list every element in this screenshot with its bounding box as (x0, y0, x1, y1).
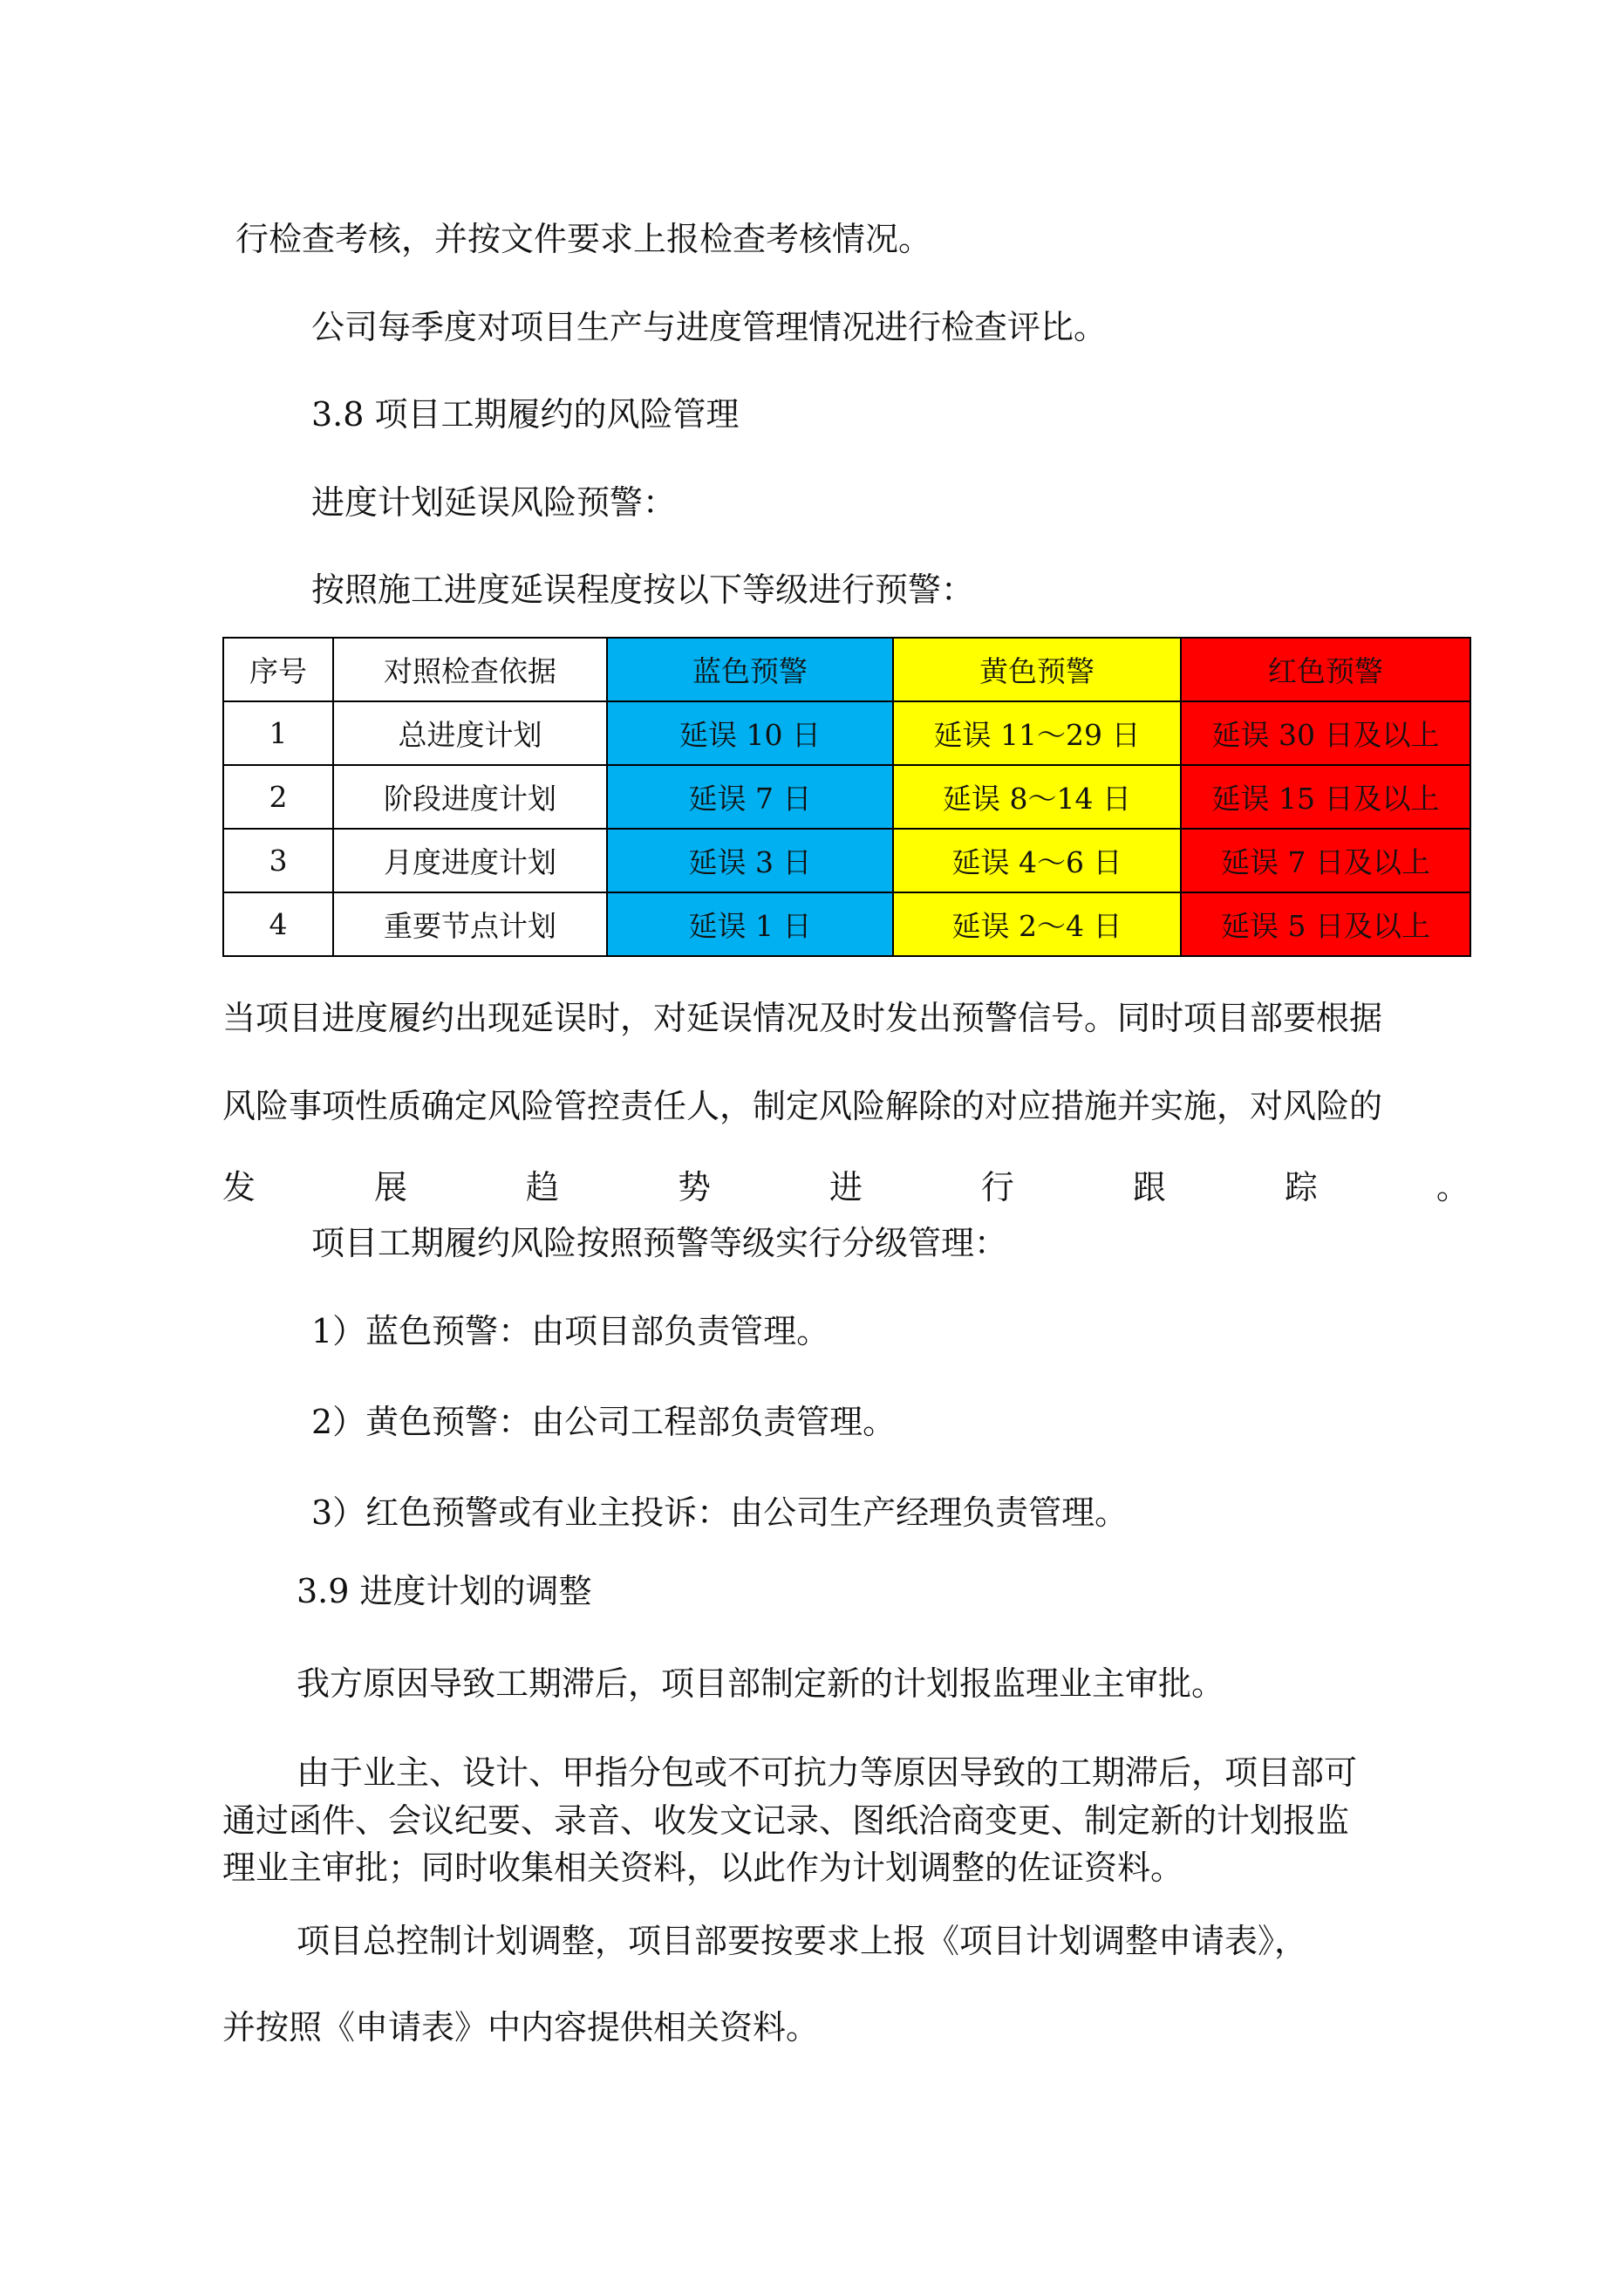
cell-basis: 阶段进度计划 (333, 765, 607, 829)
cell-blue: 延误 7 日 (607, 765, 893, 829)
paragraph-graded-management: 项目工期履约风险按照预警等级实行分级管理： (311, 1224, 1008, 1262)
table-row (223, 701, 1470, 765)
warning-level-table (222, 637, 1471, 957)
paragraph-plan-adjustment-line1: 项目总控制计划调整，项目部要按要求上报《项目计划调整申请表》， (297, 1922, 1308, 1960)
header-yellow-warning: 黄色预警 (893, 638, 1181, 701)
cell-red: 延误 7 日及以上 (1181, 829, 1470, 892)
cell-basis: 月度进度计划 (333, 829, 607, 892)
cell-yellow: 延误 2～4 日 (893, 892, 1181, 956)
paragraph-delay-warning: 进度计划延误风险预警： (311, 483, 677, 522)
list-item-yellow: 2）黄色预警：由公司工程部负责管理。 (311, 1403, 897, 1441)
cell-red: 延误 5 日及以上 (1181, 892, 1470, 956)
justified-char: 势 (677, 1168, 711, 1206)
justified-char: 趋 (525, 1168, 559, 1206)
cell-yellow: 延误 11～29 日 (893, 701, 1181, 765)
paragraph-delay-response-line3 (222, 1166, 1470, 1208)
section-heading-3-8: 3.8 项目工期履约的风险管理 (311, 395, 740, 434)
cell-yellow: 延误 8～14 日 (893, 765, 1181, 829)
paragraph-own-delay: 我方原因导致工期滞后，项目部制定新的计划报监理业主审批。 (297, 1664, 1225, 1703)
justified-char: 踪 (1284, 1168, 1318, 1206)
justified-char: 跟 (1132, 1168, 1166, 1206)
cell-index: 3 (223, 829, 333, 892)
table-header-row (223, 638, 1470, 701)
section-heading-3-9: 3.9 进度计划的调整 (297, 1572, 592, 1610)
paragraph-continuation: 行检查考核，并按文件要求上报检查考核情况。 (235, 220, 932, 258)
justified-char: 展 (373, 1168, 407, 1206)
cell-red: 延误 15 日及以上 (1181, 765, 1470, 829)
table-row (223, 829, 1470, 892)
paragraph-delay-response-line1: 当项目进度履约出现延误时，对延误情况及时发出预警信号。同时项目部要根据 (222, 999, 1383, 1037)
table-row (223, 765, 1470, 829)
list-item-blue: 1）蓝色预警：由项目部负责管理。 (311, 1312, 830, 1350)
cell-blue: 延误 10 日 (607, 701, 893, 765)
paragraph-external-delay-line3: 理业主审批；同时收集相关资料，以此作为计划调整的佐证资料。 (222, 1848, 1184, 1887)
paragraph-delay-response-line2: 风险事项性质确定风险管控责任人，制定风险解除的对应措施并实施，对风险的 (222, 1087, 1383, 1125)
justified-char: 进 (829, 1168, 863, 1206)
cell-index: 1 (223, 701, 333, 765)
cell-yellow: 延误 4～6 日 (893, 829, 1181, 892)
header-blue-warning: 蓝色预警 (607, 638, 893, 701)
paragraph-plan-adjustment-line2: 并按照《申请表》中内容提供相关资料。 (222, 2008, 820, 2047)
paragraph-quarterly-review: 公司每季度对项目生产与进度管理情况进行检查评比。 (311, 308, 1108, 346)
cell-basis: 总进度计划 (333, 701, 607, 765)
paragraph-external-delay-line2: 通过函件、会议纪要、录音、收发文记录、图纸洽商变更、制定新的计划报监 (222, 1801, 1350, 1840)
list-item-red: 3）红色预警或有业主投诉：由公司生产经理负责管理。 (311, 1493, 1129, 1532)
paragraph-warning-levels-intro: 按照施工进度延误程度按以下等级进行预警： (311, 571, 975, 609)
cell-red: 延误 30 日及以上 (1181, 701, 1470, 765)
header-red-warning: 红色预警 (1181, 638, 1470, 701)
paragraph-external-delay-line1: 由于业主、设计、甲指分包或不可抗力等原因导致的工期滞后，项目部可 (297, 1753, 1358, 1792)
table-row (223, 892, 1470, 956)
cell-index: 2 (223, 765, 333, 829)
justified-char: 。 (1435, 1168, 1470, 1206)
justified-char: 发 (222, 1168, 256, 1206)
header-basis: 对照检查依据 (333, 638, 607, 701)
justified-char: 行 (980, 1168, 1014, 1206)
header-index: 序号 (223, 638, 333, 701)
cell-blue: 延误 1 日 (607, 892, 893, 956)
cell-basis: 重要节点计划 (333, 892, 607, 956)
cell-blue: 延误 3 日 (607, 829, 893, 892)
cell-index: 4 (223, 892, 333, 956)
